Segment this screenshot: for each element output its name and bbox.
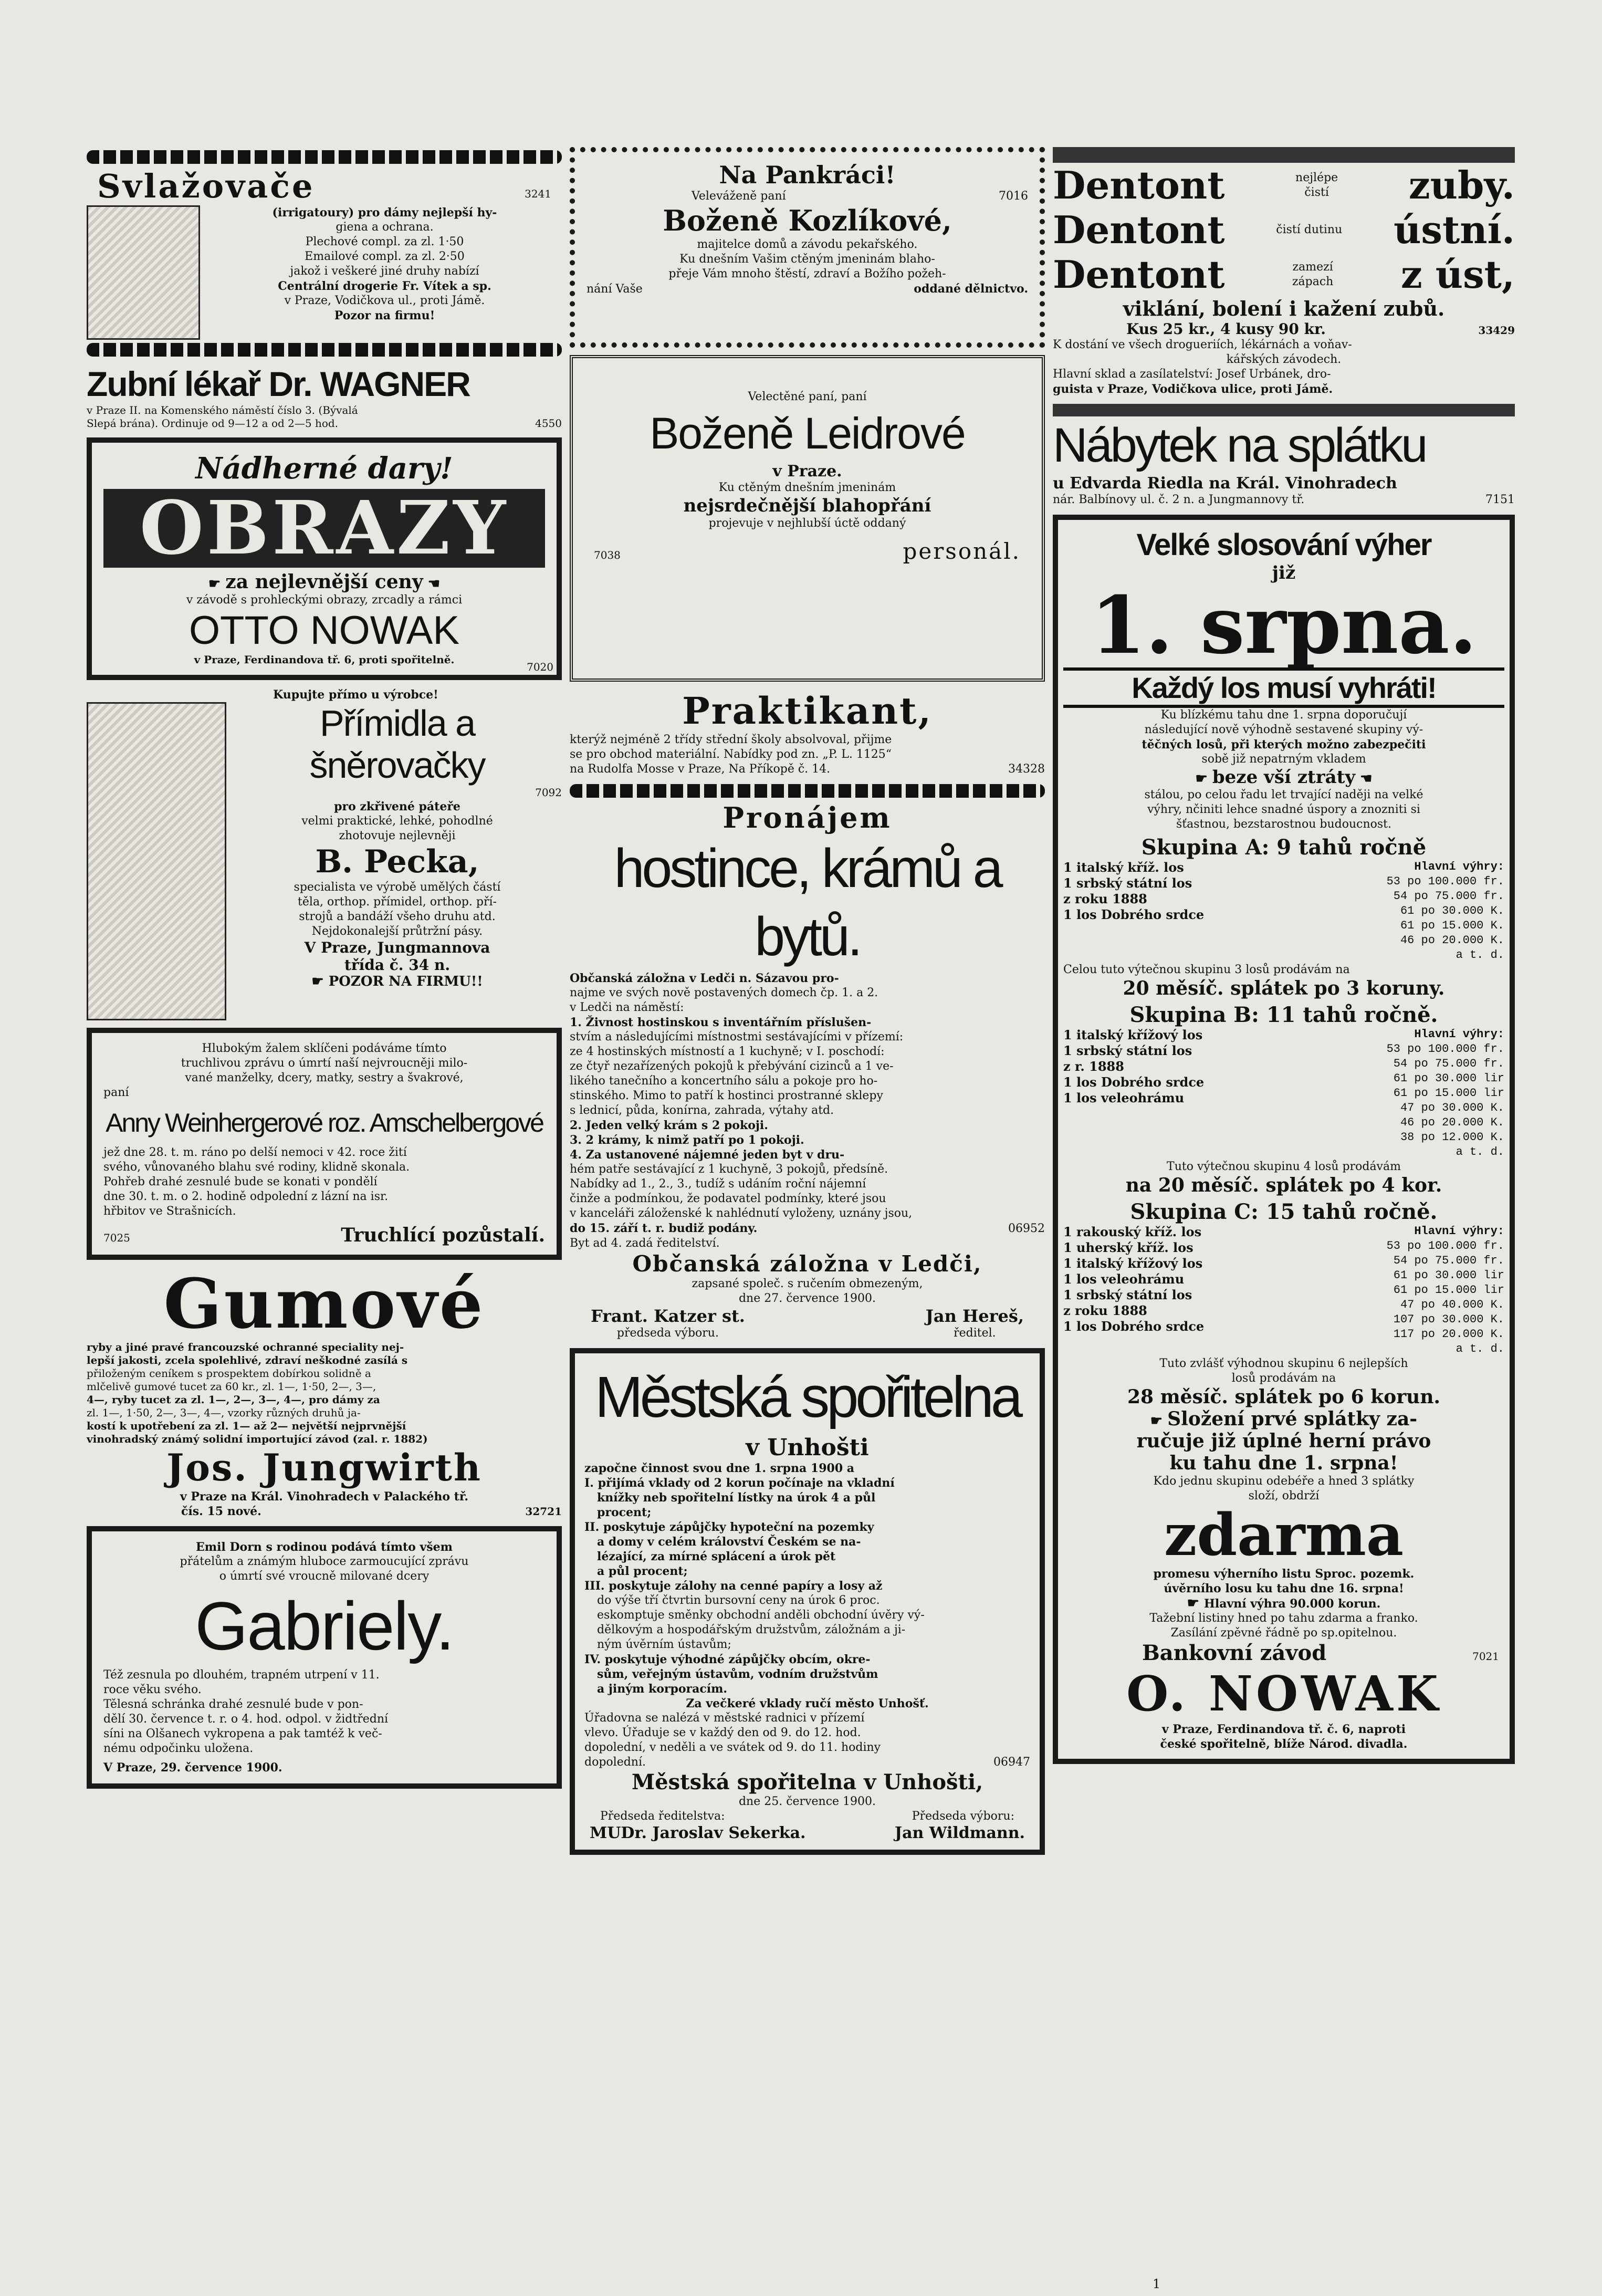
prize-line: 54 po 75.000 fr.: [1393, 1057, 1504, 1070]
lot-name: 1 srbský státní los: [1063, 875, 1192, 891]
ad-title: Nábytek na splátku: [1053, 419, 1426, 472]
signature-line: personál.: [903, 538, 1021, 564]
prize-line: 47 po 30.000 K.: [1400, 1101, 1504, 1114]
text-line: losů prodávám na: [1231, 1372, 1336, 1385]
text-line: ze čtyř nezařízených pokojů k přebývání cizinců a 1 ve-: [570, 1060, 894, 1073]
company-name: O. NOWAK: [1126, 1665, 1441, 1722]
prize-line: 38 po 12.000 K.: [1400, 1131, 1504, 1144]
ad-headline: hostince, krámů a bytů.: [614, 838, 1001, 967]
ad-number: 34328: [1008, 763, 1045, 776]
ad-number: 7020: [527, 661, 553, 673]
pointing-hand-icon: ☛: [1150, 1413, 1168, 1429]
ad-nowak-slosovani: [1053, 515, 1515, 1764]
text-line: na 20 měsíč. splátek po 4 kor.: [1125, 1174, 1442, 1196]
text-line: stvím a následujícími místnostmi sestávajícími v přízemí:: [570, 1030, 904, 1043]
prize-line: 61 po 15.000 K.: [1400, 919, 1504, 932]
text-line: guista v Praze, Vodičkova ulice, proti Jámě.: [1053, 382, 1333, 396]
text-line: dělí 30. července t. r. o 4. hod. odpol. v židtřední: [103, 1713, 389, 1726]
text-line: dělkovým a hospodářským družstvům, záložnám a ji-: [597, 1623, 906, 1636]
text-line: čís. 15 nové.: [181, 1505, 261, 1518]
ornament-border: [1053, 147, 1515, 163]
text-line: Zasílání zpěvné řádně po sp.opitelnou.: [1170, 1626, 1397, 1640]
draw-date: 1. srpna.: [1091, 579, 1477, 672]
text-line: výhry, nčiniti lehce snadné úspory a znozniti si: [1147, 803, 1420, 816]
text-line: Tuto výtečnou skupinu 4 losů prodávám: [1167, 1160, 1401, 1173]
text-line: 2. Jeden velký krám s 2 pokoji.: [570, 1119, 768, 1132]
column-2: [570, 147, 1045, 1862]
text-line: Ku ctěným dnešním jmeninám: [718, 481, 896, 494]
text-line: o úmrtí své vroucně milované dcery: [219, 1570, 430, 1583]
text-line: do výše tří čtvrtin bursovní ceny na úrok 6 proc.: [597, 1594, 880, 1607]
prize-line: 46 po 20.000 K.: [1400, 934, 1504, 947]
signature: MUDr. Jaroslav Sekerka.: [590, 1824, 806, 1842]
text-line: šťastnou, bezstarostnou budoucnost.: [1176, 818, 1391, 831]
ad-headline: v Unhošti: [746, 1434, 869, 1461]
prize-line: 61 po 30.000 lir: [1393, 1269, 1504, 1282]
text-line: Kdo jednu skupinu odebéře a hned 3 splátky: [1153, 1475, 1415, 1488]
group-b-prizes: [1387, 1027, 1504, 1160]
ad-number: 7025: [103, 1232, 130, 1244]
text-line: (irrigatoury) pro dámy nejlepší hy-: [272, 206, 497, 220]
text-line: zuby.: [1408, 163, 1515, 207]
text-line: kostí k upotřebení za zl. 1— až 2— největší nejprvnější: [87, 1420, 406, 1432]
ad-title: Svlažovače: [97, 167, 315, 205]
brand-name: Dentont: [1053, 163, 1225, 207]
corset-illustration: [87, 702, 226, 1020]
prize-line: a t. d.: [1456, 948, 1504, 962]
text-line: nání Vaše: [587, 283, 643, 296]
prize-line: 61 po 15.000 lir: [1393, 1087, 1504, 1100]
text-line: Emailové compl. za zl. 2·50: [305, 250, 465, 263]
text-line: roce věku svého.: [103, 1683, 202, 1696]
ornament-border: [87, 150, 562, 164]
text-line: nejsrdečnější blahopřání: [683, 495, 931, 516]
ornament-border: [1053, 404, 1515, 416]
text-line: Bankovní závod: [1142, 1641, 1327, 1665]
text-line: dopolední.: [584, 1756, 646, 1769]
text-line: sům, veřejným ústavům, vodním družstvům: [597, 1667, 878, 1681]
lot-name: 1 italský křížový los: [1063, 1256, 1203, 1271]
prize-line: 107 po 30.000 K.: [1393, 1313, 1504, 1326]
ad-headline: Každý los musí vyhráti!: [1063, 667, 1504, 708]
ad-number: 06952: [1008, 1222, 1045, 1235]
text-line: těčných losů, při kterých možno zabezpečiti: [1142, 738, 1426, 752]
text-line: Velectěné paní, paní: [748, 390, 867, 403]
text-line: V Praze, Jungmannova: [304, 939, 490, 956]
text-line: promesu výherního listu Sproc. pozemk.: [1153, 1567, 1415, 1581]
text-line: ručuje již úplné herní právo: [1136, 1430, 1431, 1452]
group-b-table: [1063, 1027, 1504, 1160]
brand-name: Dentont: [1053, 207, 1225, 252]
group-a-prizes: [1387, 860, 1504, 963]
column-1: [87, 147, 562, 1796]
text-line: projevuje v nejhlubší úctě oddaný: [708, 517, 906, 530]
text-line: do 15. září t. r. budiž podány.: [570, 1222, 758, 1235]
text-line: Též zesnula po dlouhém, trapném utrpení v 11.: [103, 1668, 380, 1682]
text-line: těla, orthop. přímidel, orthop. pří-: [298, 895, 497, 909]
ad-pronajem: [570, 784, 1045, 1341]
text-line: Emil Dorn s rodinou podává tímto všem: [196, 1540, 453, 1554]
text-line: v Praze, Ferdinandova tř. č. 6, naproti: [1161, 1723, 1406, 1736]
text-line: nejlépe čistí: [1295, 171, 1338, 199]
text-line: K dostání ve všech drogueriích, lékárnách a voňav-: [1053, 338, 1352, 351]
text-line: jakož i veškeré jiné druhy nabízí: [290, 265, 479, 278]
ad-svlazovace: [87, 150, 562, 357]
text-line: sobě již nepatrným vkladem: [1201, 753, 1366, 766]
text-line: 3. 2 krámy, k nimž patří po 1 pokoji.: [570, 1133, 804, 1147]
text-line: čistí dutinu: [1276, 223, 1343, 236]
text-line: II. poskytuje zápůjčky hypoteční na pozemky: [584, 1520, 874, 1534]
ad-title: Velké slosování výher: [1136, 528, 1431, 562]
text-line: za nejlevnější ceny: [225, 571, 423, 593]
text-line: stinského. Mimo to patří k hostinci prostranné sklepy: [570, 1089, 883, 1102]
ad-number: 3241: [525, 187, 551, 200]
text-line: a jiným korporacím.: [597, 1682, 728, 1696]
text-line: Centrální drogerie Fr. Vítek a sp.: [278, 279, 491, 293]
ad-title: Nádherné dary!: [195, 451, 453, 486]
text-line: mlčelivě gumové tucet za 60 kr., zl. 1—, 1·50, 2—, 3—,: [87, 1380, 376, 1393]
pointing-hand-icon: ☛: [311, 974, 329, 989]
text-line: zhotovuje nejlevněji: [339, 829, 456, 842]
deceased-name: Anny Weinhergerové roz. Amschelbergové: [106, 1108, 543, 1137]
text-line: z úst,: [1400, 252, 1515, 297]
text-line: Úřadovna se nalézá v městské radnici v přízemí: [584, 1711, 865, 1725]
prize-line: Hlavní výhry:: [1414, 1225, 1504, 1238]
lot-name: 1 los Dobrého srdce: [1063, 1074, 1205, 1090]
group-b-lots: [1063, 1027, 1204, 1160]
text-line: nár. Balbínovy ul. č. 2 n. a Jungmannovy tř.: [1053, 493, 1305, 506]
text-line: Pohřeb drahé zesnulé bude se konati v pondělí: [103, 1175, 378, 1188]
prize-line: 61 po 15.000 lir: [1393, 1283, 1504, 1297]
text-line: činže a podmínkou, že podavatel podmínky, které jsou: [570, 1192, 886, 1205]
text-line: Občanská záložna v Ledči n. Sázavou pro-: [570, 972, 839, 985]
lot-name: 1 uherský kříž. los: [1063, 1240, 1193, 1255]
ad-pankrac: [570, 147, 1045, 348]
text-line: ředitel.: [954, 1327, 996, 1340]
text-line: procent;: [597, 1506, 652, 1519]
text-line: Byt ad 4. zadá ředitelství.: [570, 1237, 720, 1250]
brand-name: Dentont: [1053, 252, 1225, 297]
text-line: Za večkeré vklady ručí město Unhošť.: [686, 1697, 929, 1710]
text-line: Hlavní výhra 90.000 korun.: [1204, 1597, 1381, 1611]
prize-line: a t. d.: [1456, 1342, 1504, 1355]
recipient-name: Boženě Kozlíkové,: [663, 204, 952, 237]
ad-gumove: [87, 1264, 562, 1519]
text-line: 28 měsíč. splátek po 6 korun.: [1127, 1386, 1441, 1408]
text-line: v Ledči na náměstí:: [570, 1001, 684, 1014]
text-line: dne 25. července 1900.: [738, 1795, 876, 1808]
ad-title: Přímidla a šněrovačky: [309, 703, 485, 786]
text-line: ústní.: [1394, 207, 1515, 252]
group-a-heading: Skupina A: 9 tahů ročně: [1141, 835, 1427, 860]
group-a-lots: [1063, 860, 1204, 963]
ad-headline: OBRAZY: [103, 489, 545, 568]
text-line: Kupujte přímo u výrobce!: [273, 688, 438, 702]
lot-name: 1 srbský státní los: [1063, 1287, 1192, 1302]
text-line: předseda výboru.: [616, 1327, 719, 1340]
ad-leidrova: [570, 355, 1045, 682]
pointing-hand-icon: ☛: [1187, 1595, 1205, 1611]
ad-number: 7151: [1485, 493, 1515, 506]
text-line: s lednicí, půda, konírna, zahrada, výtahy atd.: [570, 1104, 834, 1117]
text-line: v Praze.: [772, 462, 842, 481]
ad-title: Pronájem: [723, 801, 892, 834]
text-line: započne činnost svou dne 1. srpna 1900 a: [584, 1462, 855, 1475]
text-line: Ku dnešním Vašim ctěným jmeninám blaho-: [679, 253, 935, 266]
text-line: 4. Za ustanovené nájemné jeden byt v dru-: [570, 1148, 845, 1162]
group-c-heading: Skupina C: 15 tahů ročně.: [1130, 1199, 1438, 1224]
lot-name: 1 los veleohrámu: [1063, 1090, 1185, 1105]
ad-title: Městská spořitelna: [594, 1365, 1020, 1429]
signature-line: oddané dělnictvo.: [914, 282, 1028, 296]
ad-title: Na Pankráci!: [719, 161, 896, 189]
text-line: složí, obdrží: [1248, 1489, 1320, 1502]
text-line: ným úvěrním ústavům;: [597, 1638, 731, 1651]
prize-line: 53 po 100.000 fr.: [1386, 1239, 1504, 1253]
lot-name: z r. 1888: [1063, 1059, 1124, 1074]
company-name: Jos. Jungwirth: [166, 1446, 482, 1489]
text-line: dne 27. července 1900.: [738, 1292, 876, 1305]
ad-nabytek: [1053, 404, 1515, 507]
ad-dentont: [1053, 147, 1515, 396]
text-line: a půl procent;: [597, 1564, 688, 1578]
text-line: následující nově výhodně sestavené skupiny vý-: [1144, 723, 1423, 736]
group-a-table: [1063, 860, 1504, 963]
text-line: velmi praktické, lehké, pohodlné: [301, 815, 493, 828]
free-headline: zdarma: [1164, 1501, 1404, 1569]
text-line: Ku blízkému tahu dne 1. srpna doporučují: [1160, 708, 1407, 722]
text-line: lepší jakosti, zcela spolehlivé, zdraví neškodné zasílá s: [87, 1354, 408, 1366]
ornament-border: [570, 784, 1045, 798]
text-line: paní: [103, 1086, 129, 1099]
text-line: dne 30. t. m. o 2. hodině odpolední z lázní na isr.: [103, 1190, 389, 1203]
text-line: knížky neb spořitelní lístky na úrok 4 a půl: [597, 1491, 876, 1505]
text-line: Předseda ředitelstva:: [600, 1810, 725, 1823]
text-line: přiloženým ceníkem s prospektem dobírkou solidně a: [87, 1367, 371, 1380]
text-line: hřbitov ve Strašnicích.: [103, 1205, 236, 1218]
text-line: Celou tuto výtečnou skupinu 3 losů prodávám na: [1063, 963, 1350, 976]
prize-line: 117 po 20.000 K.: [1393, 1328, 1504, 1341]
text-line: se pro obchod materiální. Nabídky pod zn. „P. L. 1125“: [570, 748, 892, 761]
lot-name: 1 los veleohrámu: [1063, 1271, 1185, 1287]
lot-name: 1 los Dobrého srdce: [1063, 907, 1205, 922]
text-line: Předseda výboru:: [912, 1810, 1014, 1823]
text-line: dopolední, v neděli a ve svátek od 9. do 11. hodiny: [584, 1741, 881, 1754]
group-c-table: [1063, 1224, 1504, 1356]
lot-name: 1 srbský státní los: [1063, 1043, 1192, 1058]
prize-line: 46 po 20.000 K.: [1400, 1116, 1504, 1129]
text-line: přeje Vám mnoho štěstí, zdraví a Božího požeh-: [668, 267, 946, 280]
ad-number: 4550: [535, 417, 562, 430]
text-line: likého tanečního a koncertního sálu a pokoje pro ho-: [570, 1074, 878, 1088]
signature: Jan Hereš,: [925, 1306, 1024, 1326]
text-line: 20 měsíč. splátek po 3 koruny.: [1123, 977, 1445, 999]
text-line: Tažební listiny hned po tahu zdarma a franko.: [1149, 1612, 1418, 1625]
deceased-name: Gabriely.: [195, 1588, 454, 1664]
lot-name: 1 italský křížový los: [1063, 1027, 1203, 1042]
text-line: v závodě s prohleckými obrazy, zrcadly a rámci: [186, 593, 463, 607]
ad-number: 7092: [535, 786, 562, 799]
text-line: přátelům a známým hluboce zarmoucující zprávu: [180, 1555, 469, 1568]
text-line: třída č. 34 n.: [344, 956, 451, 974]
pointing-hand-icon: ☛: [1195, 771, 1212, 787]
prize-line: 47 po 40.000 K.: [1400, 1298, 1504, 1311]
text-line: POZOR NA FIRMU!!: [328, 974, 483, 989]
text-line: zapsané společ. s ručením obmezeným,: [692, 1277, 923, 1290]
prize-line: 61 po 30.000 lir: [1393, 1072, 1504, 1085]
text-line: vinohradský známý solidní importující závod (zal. r. 1882): [87, 1433, 428, 1445]
text-line: hém patře sestávající z 1 kuchyně, 3 pokojů, předsíně.: [570, 1163, 888, 1176]
ad-parte-gabriela: [87, 1526, 562, 1789]
text-line: a domy v celém království Českém se na-: [597, 1535, 861, 1549]
prize-line: Hlavní výhry:: [1414, 860, 1504, 873]
group-c-lots: [1063, 1224, 1204, 1356]
ad-number: 32721: [525, 1505, 562, 1518]
text-line: Hlubokým žalem sklíčeni podáváme tímto: [202, 1042, 447, 1055]
text-line: v Praze, Ferdinandova tř. 6, proti spořitelně.: [194, 653, 455, 666]
text-line: 4—, ryby tucet za zl. 1—, 2—, 3—, 4—, pro dámy za: [87, 1393, 380, 1406]
text-line: eskomptuje směnky obchodní anděli obchodní úvěry vý-: [597, 1609, 925, 1622]
text-line: vlevo. Úřaduje se v každý den od 9. do 12. hod.: [584, 1726, 861, 1739]
ad-praktikant: [570, 689, 1045, 777]
text-line: Kus 25 kr., 4 kusy 90 kr.: [1126, 320, 1326, 338]
company-name: B. Pecka,: [315, 843, 479, 880]
prize-line: Hlavní výhry:: [1414, 1028, 1504, 1041]
text-line: Nabídky ad 1., 2., 3., tudíž s udáním roční nájemní: [570, 1177, 866, 1191]
text-line: strojů a bandáží všeho druhu atd.: [299, 910, 496, 923]
lot-name: z roku 1888: [1063, 891, 1147, 906]
ad-title: Gumové: [163, 1264, 485, 1344]
group-b-heading: Skupina B: 11 tahů ročně.: [1129, 1003, 1438, 1027]
pointing-hand-icon: ☚: [423, 576, 441, 592]
ad-title: Zubní lékař Dr. WAGNER: [87, 364, 470, 403]
ad-parte-weinherger: [87, 1028, 562, 1260]
text-line: truchlivou zprávu o úmrtí naší nejvroucněji milo-: [181, 1057, 468, 1070]
text-line: nému odpočinku uložena.: [103, 1742, 254, 1755]
text-line: giena a ochrana.: [336, 221, 434, 234]
prize-line: 53 po 100.000 fr.: [1386, 875, 1504, 888]
column-3: [1053, 147, 1515, 1771]
text-line: kterýž nejméně 2 třídy střední školy absolvoval, přijme: [570, 733, 892, 746]
text-line: Veleváženě paní: [692, 190, 786, 203]
text-line: na Rudolfa Mosse v Praze, Na Příkopě č. 14.: [570, 763, 831, 776]
text-line: zl. 1—, 1·50, 2—, 3—, 4—, vzorky různých druhů ja-: [87, 1406, 361, 1419]
text-line: Tělesná schránka drahé zesnulé bude v pon-: [103, 1698, 363, 1711]
text-line: síni na Olšanech vykropena a pak tamtéž k več-: [103, 1727, 382, 1740]
prize-line: a t. d.: [1456, 1145, 1504, 1159]
irrigator-illustration: [87, 205, 200, 340]
ad-title: Praktikant,: [682, 689, 933, 733]
ornament-border: [87, 343, 562, 357]
prize-line: 54 po 75.000 fr.: [1393, 890, 1504, 903]
pointing-hand-icon: ☛: [208, 576, 226, 592]
text-line: pro zkřivené páteře: [334, 800, 460, 813]
ad-number: 7038: [594, 549, 621, 561]
text-line: u Edvarda Riedla na Král. Vinohradech: [1053, 474, 1397, 493]
text-line: kářských závodech.: [1226, 353, 1342, 366]
text-line: úvěrního losu ku tahu dne 16. srpna!: [1164, 1582, 1404, 1595]
org-name: Městská spořitelna v Unhošti,: [631, 1770, 983, 1794]
text-line: III. poskytuje zálohy na cenné papíry a losy až: [584, 1579, 883, 1593]
text-line: v Praze na Král. Vinohradech v Palackého tř.: [180, 1490, 469, 1504]
text-line: specialista ve výrobě umělých částí: [294, 881, 501, 894]
text-line: V Praze, 29. července 1900.: [103, 1761, 282, 1775]
text-line: 1. Živnost hostinskou s inventářním příslušen-: [570, 1016, 872, 1029]
group-c-prizes: [1387, 1224, 1504, 1356]
ad-primidla: [87, 687, 562, 1020]
text-line: jež dne 28. t. m. ráno po delší nemoci v 42. roce žití: [103, 1146, 407, 1159]
lot-name: z roku 1888: [1063, 1303, 1147, 1318]
text-line: majitelce domů a závodu pekařského.: [697, 238, 918, 251]
text-line: Hlavní sklad a zasílatelství: Josef Urbánek, dro-: [1053, 368, 1331, 381]
prize-line: 53 po 100.000 fr.: [1386, 1042, 1504, 1056]
ad-obrazy: [87, 437, 562, 680]
text-line: stálou, po celou řadu let trvající naději na velké: [1144, 788, 1423, 801]
text-line: české spořitelně, blíže Národ. divadla.: [1160, 1737, 1408, 1751]
lot-name: 1 los Dobrého srdce: [1063, 1319, 1205, 1334]
ad-mestska-sporitelna: [570, 1348, 1045, 1855]
ad-wagner: [87, 364, 562, 430]
text-line: beze vší ztráty: [1212, 767, 1356, 788]
text-line: ku tahu dne 1. srpna!: [1169, 1452, 1398, 1474]
text-line: Slepá brána). Ordinuje od 9—12 a od 2—5 hod.: [87, 417, 339, 430]
text-line: v Praze, Vodičkova ul., proti Jámě.: [284, 294, 485, 307]
signature: Frant. Katzer st.: [591, 1306, 745, 1326]
recipient-name: Boženě Leidrové: [650, 409, 965, 458]
text-line: v Praze II. na Komenského náměstí číslo 3. (Bývalá: [87, 404, 358, 416]
lot-name: 1 rakouský kříž. los: [1063, 1224, 1202, 1239]
text-line: lézající, za mírné splácení a úrok pět: [597, 1550, 836, 1563]
text-line: v kanceláři záloženské k nahlédnutí vyloženy, uznány jsou,: [570, 1207, 913, 1220]
signature-line: Truchlící pozůstalí.: [341, 1224, 545, 1246]
text-line: ryby a jiné pravé francouzské ochranné speciality nej-: [87, 1341, 404, 1353]
text-line: viklání, bolení i kažení zubů.: [1123, 297, 1445, 320]
ad-number: 7021: [1472, 1650, 1499, 1663]
signature: Jan Wildmann.: [894, 1824, 1025, 1842]
text-line: vané manželky, dcery, matky, sestry a švakrové,: [185, 1071, 464, 1084]
text-line: již: [1272, 562, 1296, 583]
text-line: ze 4 hostinských místností a 1 kuchyně; v I. poschodí:: [570, 1045, 885, 1058]
ad-number: 33429: [1478, 324, 1515, 337]
text-line: Plechové compl. za zl. 1·50: [305, 235, 464, 248]
company-name: OTTO NOWAK: [189, 608, 460, 653]
text-line: I. přijímá vklady od 2 korun počínaje na vkladní: [584, 1476, 895, 1490]
text-line: najme ve svých nově postavených domech čp. 1. a 2.: [570, 986, 878, 999]
ad-number: 06947: [993, 1756, 1030, 1769]
text-line: svého, vůnovaného blahu své rodiny, klidně skonala.: [103, 1161, 410, 1174]
org-name: Občanská záložna v Ledči,: [632, 1251, 982, 1277]
prize-line: 61 po 30.000 K.: [1400, 904, 1504, 917]
text-line: Tuto zvlášť výhodnou skupinu 6 nejlepších: [1159, 1357, 1408, 1370]
text-line: Složení prvé splátky za-: [1167, 1408, 1418, 1430]
text-line: zamezí zápach: [1292, 260, 1334, 288]
text-line: IV. poskytuje výhodné zápůjčky obcím, okre-: [584, 1653, 871, 1666]
text-line: Pozor na firmu!: [334, 309, 435, 322]
lot-name: 1 italský kříž. los: [1063, 860, 1184, 875]
page-number: 1: [1153, 2277, 1161, 2291]
pointing-hand-icon: ☚: [1355, 771, 1373, 787]
ad-number: 7016: [999, 190, 1028, 203]
text-line: Nejdokonalejší průtržní pásy.: [311, 925, 483, 938]
prize-line: 54 po 75.000 fr.: [1393, 1254, 1504, 1267]
